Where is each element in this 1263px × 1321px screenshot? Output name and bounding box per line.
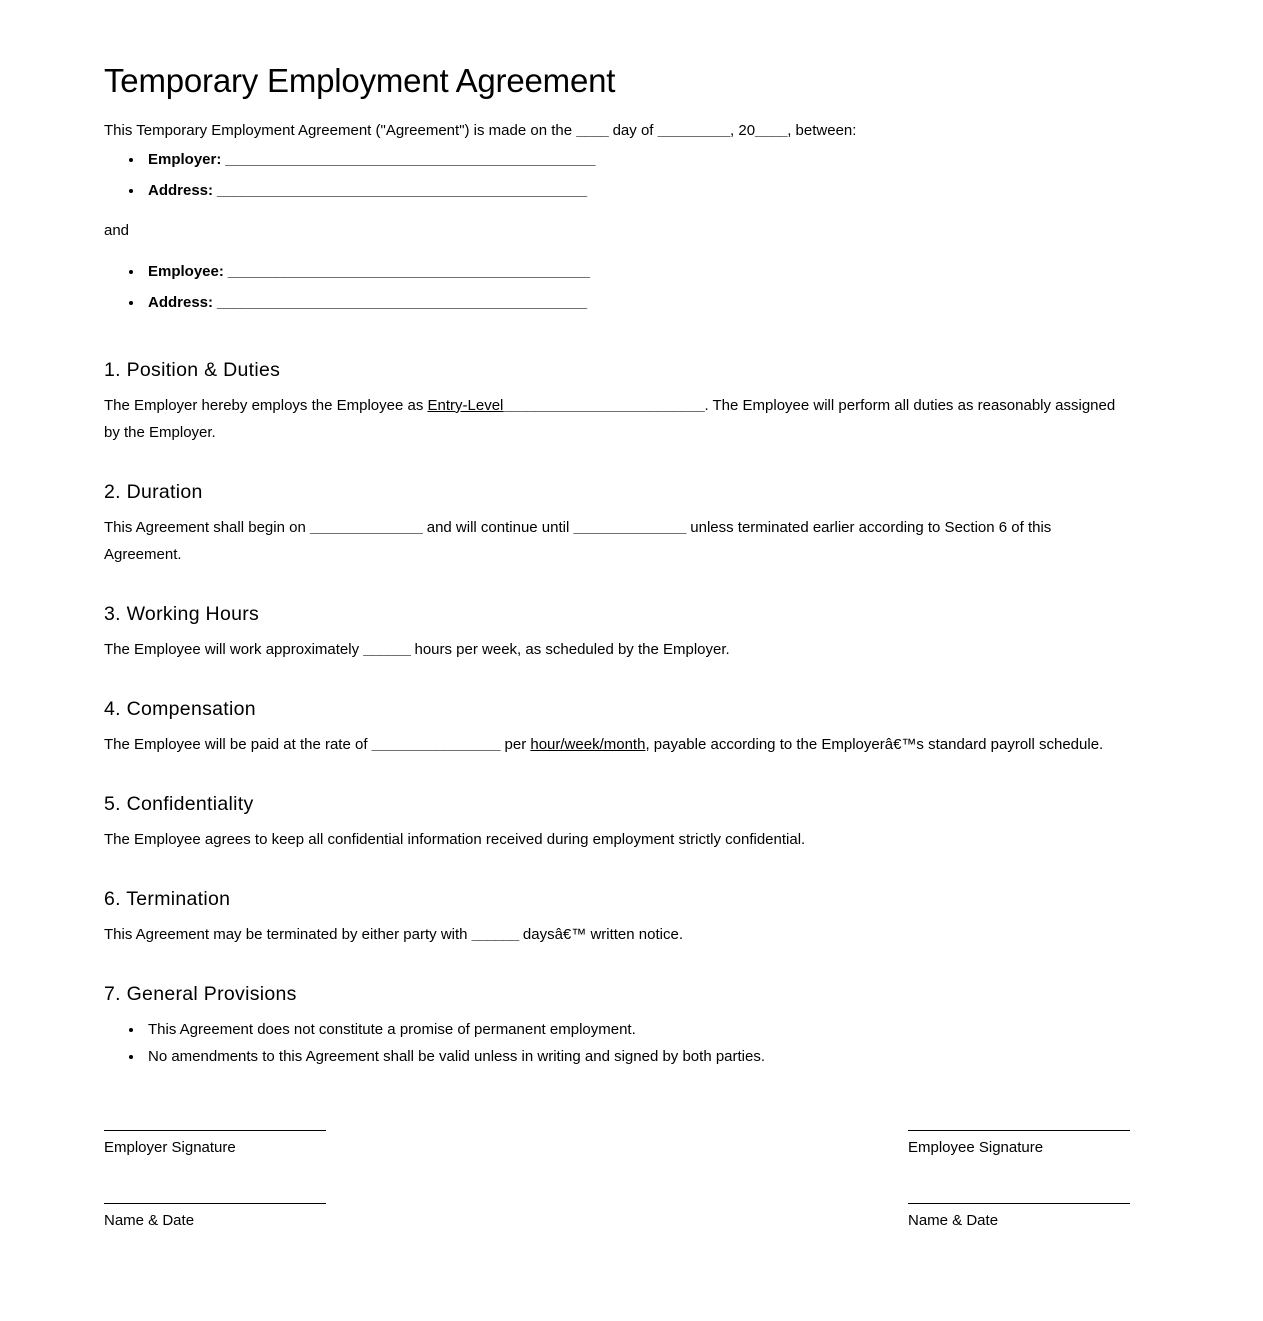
section-2-end-date-blank: ______________	[573, 518, 687, 536]
section-heading-6: 6. Termination	[104, 887, 231, 910]
list-item-employer	[144, 144, 1130, 175]
intro-day-blank: ____	[576, 121, 609, 139]
section-4-body	[104, 731, 1130, 758]
intro-year-blank: ____	[755, 121, 788, 139]
section-3-body	[104, 636, 1130, 663]
employee-blank: _____________________________________________	[223, 262, 590, 280]
list-item-provision-2: • No amendments to this Agreement shall be valid unless in writing and signed by both parties.	[144, 1043, 1130, 1070]
signature-row-signatures	[104, 1130, 1130, 1159]
employee-party-list	[104, 256, 1130, 318]
employee-address-label: Address:	[148, 293, 214, 311]
section-1-underlined-term: Entry-Level	[427, 396, 504, 414]
employer-signature-line[interactable]	[104, 1130, 326, 1131]
section-6-days-blank: ______	[471, 925, 519, 943]
employer-name-date-caption: Name & Date	[104, 1211, 195, 1229]
section-2-text-middle: and will continue until	[422, 518, 574, 536]
employer-name-date-block[interactable]	[104, 1203, 326, 1232]
employee-label: Employee:	[148, 262, 224, 280]
list-item-provision-1: • This Agreement does not constitute a promise of permanent employment.	[144, 1016, 1130, 1043]
section-heading-2: 2. Duration	[104, 480, 203, 503]
section-general-provisions	[104, 982, 1130, 1070]
section-5-body: The Employee agrees to keep all confidential information received during employment strictly confidential.	[104, 830, 806, 848]
intro-text-part2: day of	[608, 121, 658, 139]
general-provisions-list	[104, 1016, 1130, 1070]
conjunction-and: and	[104, 221, 130, 239]
section-heading-5: 5. Confidentiality	[104, 792, 254, 815]
employee-name-date-block[interactable]	[908, 1203, 1130, 1232]
section-1-text-before: The Employer hereby employs the Employee as	[104, 396, 428, 414]
employer-signature-caption: Employer Signature	[104, 1138, 236, 1156]
intro-paragraph	[104, 117, 1130, 144]
section-3-text-after: hours per week, as scheduled by the Employer.	[410, 640, 730, 658]
section-4-text-after: , payable according to the Employerâ€™s standard payroll schedule.	[645, 735, 1104, 753]
section-2-body	[104, 514, 1130, 568]
section-termination	[104, 887, 1130, 948]
employer-address-label: Address:	[148, 181, 214, 199]
section-heading-4: 4. Compensation	[104, 697, 256, 720]
section-4-text-before: The Employee will be paid at the rate of	[104, 735, 372, 753]
intro-month-blank: _________	[657, 121, 731, 139]
employer-party-list	[104, 144, 1130, 206]
employer-label: Employer:	[148, 150, 222, 168]
intro-text-part1: This Temporary Employment Agreement ("Agreement") is made on the	[104, 121, 577, 139]
section-4-text-middle: per	[500, 735, 531, 753]
employee-name-date-caption: Name & Date	[908, 1211, 999, 1229]
section-1-body	[104, 392, 1130, 446]
section-heading-3: 3. Working Hours	[104, 602, 260, 625]
section-working-hours	[104, 602, 1130, 663]
section-6-body	[104, 921, 1130, 948]
section-duration	[104, 480, 1130, 568]
section-position-duties	[104, 358, 1130, 446]
list-item-employer-address	[144, 175, 1130, 206]
list-item-employee	[144, 256, 1130, 287]
section-2-text-before: This Agreement shall begin on	[104, 518, 310, 536]
employer-signature-block[interactable]	[104, 1130, 326, 1159]
employee-signature-block[interactable]	[908, 1130, 1130, 1159]
section-confidentiality	[104, 792, 1130, 853]
section-1-text-after: . The Employee will perform all duties as reasonably assigned by the Employer.	[104, 396, 1116, 441]
employer-name-date-line[interactable]	[104, 1203, 326, 1204]
section-4-underlined-term: hour/week/month	[530, 735, 646, 753]
section-3-text-before: The Employee will work approximately	[104, 640, 364, 658]
section-6-text-after: daysâ€™ written notice.	[518, 925, 683, 943]
page-title: Temporary Employment Agreement	[104, 62, 616, 99]
employer-address-blank: ______________________________________________	[213, 181, 587, 199]
section-4-rate-blank: ________________	[371, 735, 501, 753]
intro-text-part3: , 20	[730, 121, 756, 139]
section-6-text-before: This Agreement may be terminated by either party with	[104, 925, 472, 943]
employee-name-date-line[interactable]	[908, 1203, 1130, 1204]
section-2-text-after: unless terminated earlier according to Section 6 of this Agreement.	[104, 518, 1052, 563]
section-3-hours-blank: ______	[363, 640, 411, 658]
signature-row-name-date	[104, 1203, 1130, 1232]
list-item-employee-address	[144, 287, 1130, 318]
section-heading-7: 7. General Provisions	[104, 982, 297, 1005]
section-1-blank: _________________________	[503, 396, 705, 414]
employee-address-blank: ______________________________________________	[213, 293, 587, 311]
employee-signature-caption: Employee Signature	[908, 1138, 1044, 1156]
employee-signature-line[interactable]	[908, 1130, 1130, 1131]
signature-area	[104, 1130, 1130, 1232]
section-compensation	[104, 697, 1130, 758]
employer-blank: ______________________________________________	[221, 150, 596, 168]
section-heading-1: 1. Position & Duties	[104, 358, 281, 381]
section-2-start-date-blank: ______________	[309, 518, 423, 536]
intro-text-part4: , between:	[787, 121, 857, 139]
